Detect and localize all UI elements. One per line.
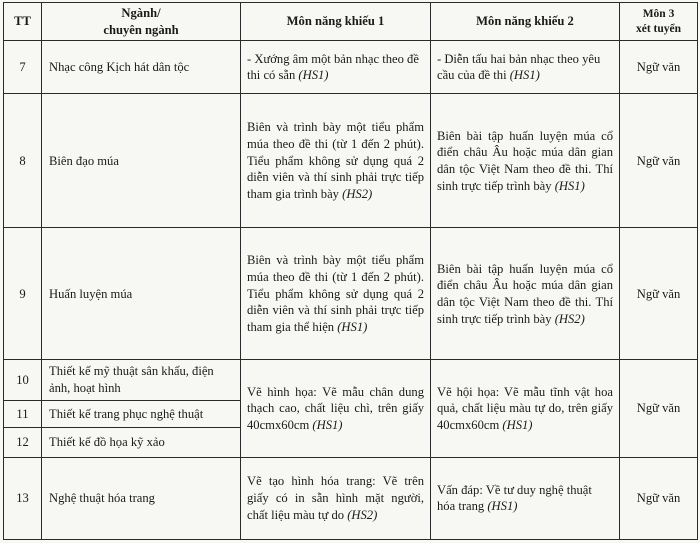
subject2-cell <box>431 457 620 539</box>
header-subject3 <box>620 3 698 41</box>
subject2-coefficient: (HS1) <box>502 418 533 433</box>
subject1-text: Biên và trình bày một tiểu phẩm múa theo đề thi (từ 1 đến 2 phút). Tiểu phẩm không sử dụng quá 2 diễn viên và thí sinh phải trực tiếp tham gia trình bày <box>247 120 424 202</box>
row-number: 11 <box>4 400 42 427</box>
table-row <box>4 41 698 94</box>
header-major-line2: chuyên ngành <box>103 22 179 37</box>
row-number: 10 <box>4 360 42 400</box>
subject1-cell <box>241 360 431 457</box>
subject3-cell: Ngữ văn <box>620 457 698 539</box>
admission-table-page <box>3 2 698 540</box>
subject1-text: Vẽ hình họa: Vẽ mẫu chân dung thạch cao, chất liệu chì, trên giấy 40cmx60cm <box>247 384 424 433</box>
header-subject1: Môn năng khiếu 1 <box>241 3 431 41</box>
subject2-text: - Diễn tấu hai bản nhạc theo yêu cầu của đề thi <box>437 51 601 83</box>
subject2-text: Biên bài tập huấn luyện múa cổ điển châu Âu hoặc múa dân gian dân tộc Việt Nam theo đề thi. Thí sinh trực tiếp trình bày <box>437 128 613 193</box>
header-tt: TT <box>4 3 42 41</box>
major-name: Thiết kế mỹ thuật sân khấu, điện ảnh, hoạt hình <box>42 360 241 400</box>
subject1-cell <box>241 228 431 360</box>
subject1-coefficient: (HS1) <box>312 418 343 433</box>
row-number: 8 <box>4 94 42 228</box>
major-name: Thiết kế trang phục nghệ thuật <box>42 400 241 427</box>
subject2-coefficient: (HS1) <box>487 499 518 514</box>
subject1-text: Biên và trình bày một tiểu phẩm múa theo đề thi (từ 1 đến 2 phút). Tiểu phẩm không sử dụng quá 2 diễn viên và thí sinh phải trực tiếp tham gia thể hiện <box>247 253 424 335</box>
table-row <box>4 360 698 400</box>
subject1-text: Vẽ tạo hình hóa trang: Vẽ trên giấy có in sẵn hình mặt người, chất liệu màu tự do <box>247 474 424 522</box>
table-row <box>4 94 698 228</box>
subject2-cell <box>431 94 620 228</box>
table-row <box>4 228 698 360</box>
major-name: Nghệ thuật hóa trang <box>42 457 241 539</box>
header-major-line1: Ngành/ <box>121 6 161 20</box>
subject3-cell: Ngữ văn <box>620 41 698 94</box>
subject2-text: Biên bài tập huấn luyện múa cổ điển châu Âu hoặc múa dân gian dân tộc Việt Nam theo đề thi. Thí sinh trực tiếp trình bày <box>437 261 613 326</box>
subject1-cell <box>241 457 431 539</box>
header-subject2: Môn năng khiếu 2 <box>431 3 620 41</box>
subject3-cell: Ngữ văn <box>620 94 698 228</box>
subject1-text: - Xướng âm một bản nhạc theo đề thi có sẵn <box>247 51 419 83</box>
header-major <box>42 3 241 41</box>
subject2-text: Vẽ hội họa: Vẽ mẫu tĩnh vật hoa quả, chất liệu màu tự do, trên giấy 40cmx60cm <box>437 384 613 433</box>
subject1-coefficient: (HS2) <box>342 187 373 202</box>
subject2-coefficient: (HS1) <box>554 178 585 193</box>
subject1-coefficient: (HS1) <box>337 320 368 335</box>
subject2-cell <box>431 41 620 94</box>
header-subject3-line1: Môn 3 <box>642 8 675 21</box>
admission-subjects-table <box>3 2 698 540</box>
header-subject3-line2: xét tuyển <box>635 22 682 35</box>
subject2-coefficient: (HS2) <box>554 311 585 326</box>
major-name: Huấn luyện múa <box>42 228 241 360</box>
subject1-coefficient: (HS1) <box>298 68 329 83</box>
row-number: 7 <box>4 41 42 94</box>
major-name: Thiết kế đồ họa kỹ xảo <box>42 427 241 457</box>
subject2-coefficient: (HS1) <box>509 68 540 83</box>
subject2-cell <box>431 228 620 360</box>
major-name: Nhạc công Kịch hát dân tộc <box>42 41 241 94</box>
row-number: 12 <box>4 427 42 457</box>
row-number: 13 <box>4 457 42 539</box>
subject2-text: Vấn đáp: Về tư duy nghệ thuật hóa trang <box>437 482 592 514</box>
subject1-coefficient: (HS2) <box>347 507 378 522</box>
subject1-cell <box>241 41 431 94</box>
subject3-cell: Ngữ văn <box>620 360 698 457</box>
table-row <box>4 457 698 539</box>
major-name: Biên đạo múa <box>42 94 241 228</box>
subject3-cell: Ngữ văn <box>620 228 698 360</box>
header-row <box>4 3 698 41</box>
subject2-cell <box>431 360 620 457</box>
subject1-cell <box>241 94 431 228</box>
row-number: 9 <box>4 228 42 360</box>
